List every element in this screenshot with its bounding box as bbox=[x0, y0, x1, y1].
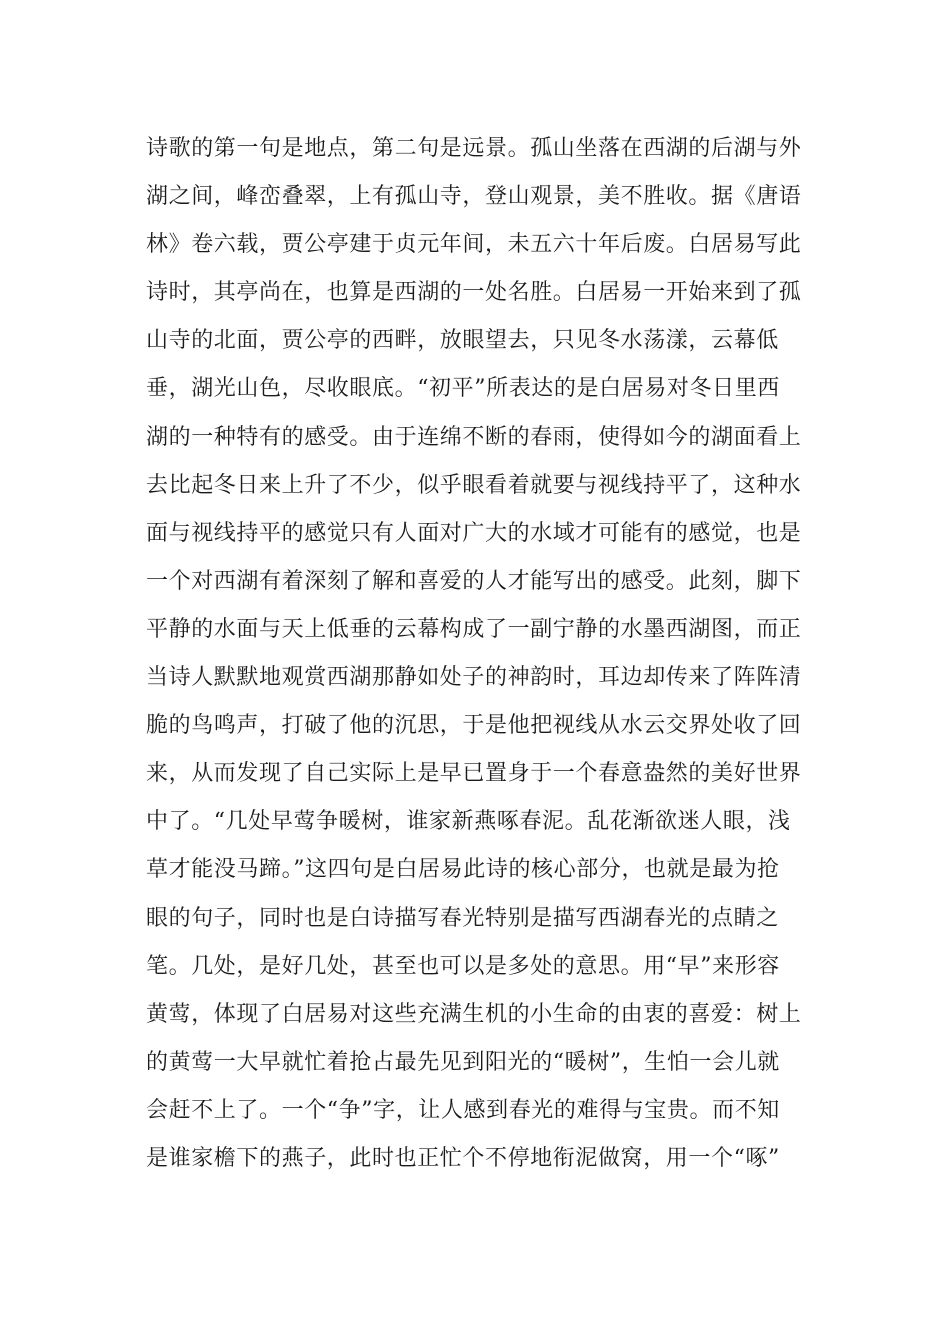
text-line: 山寺的北面，贾公亭的西畔，放眼望去，只见冬水荡漾，云幕低 bbox=[146, 328, 779, 354]
text-line: 湖的一种特有的感受。由于连绵不断的春雨，使得如今的湖面看上 bbox=[146, 424, 802, 450]
text-line: 眼的句子，同时也是白诗描写春光特别是描写西湖春光的点睛之 bbox=[146, 905, 779, 931]
text-line: 的黄莺一大早就忙着抢占最先见到阳光的“暖树”，生怕一会儿就 bbox=[146, 1049, 780, 1075]
text-line: 平静的水面与天上低垂的云幕构成了一副宁静的水墨西湖图，而正 bbox=[146, 616, 802, 642]
text-line: 去比起冬日来上升了不少，似乎眼看着就要与视线持平了，这种水 bbox=[146, 472, 802, 498]
text-line: 垂，湖光山色，尽收眼底。“初平”所表达的是白居易对冬日里西 bbox=[146, 376, 780, 402]
text-line: 草才能没马蹄。”这四句是白居易此诗的核心部分，也就是最为抢 bbox=[146, 857, 780, 883]
text-line: 诗时，其亭尚在，也算是西湖的一处名胜。白居易一开始来到了孤 bbox=[146, 280, 802, 306]
body-text bbox=[146, 125, 816, 1183]
text-line: 面与视线持平的感觉只有人面对广大的水域才可能有的感觉，也是 bbox=[146, 520, 802, 546]
text-line: 是谁家檐下的燕子，此时也正忙个不停地衔泥做窝，用一个“啄” bbox=[146, 1145, 780, 1171]
text-line: 诗歌的第一句是地点，第二句是远景。孤山坐落在西湖的后湖与外 bbox=[146, 136, 802, 161]
text-line: 当诗人默默地观赏西湖那静如处子的神韵时，耳边却传来了阵阵清 bbox=[146, 665, 802, 691]
text-line: 来，从而发现了自己实际上是早已置身于一个春意盎然的美好世界 bbox=[146, 761, 802, 787]
text-line: 一个对西湖有着深刻了解和喜爱的人才能写出的感受。此刻，脚下 bbox=[146, 568, 802, 594]
text-line: 林》卷六载，贾公亭建于贞元年间，未五六十年后废。白居易写此 bbox=[146, 232, 802, 258]
text-line: 笔。几处，是好几处，甚至也可以是多处的意思。用“早”来形容 bbox=[146, 953, 780, 979]
text-line: 湖之间，峰峦叠翠，上有孤山寺，登山观景，美不胜收。据《唐语 bbox=[146, 184, 802, 210]
text-line: 脆的鸟鸣声，打破了他的沉思，于是他把视线从水云交界处收了回 bbox=[146, 713, 802, 739]
text-line: 黄莺，体现了白居易对这些充满生机的小生命的由衷的喜爱：树上 bbox=[146, 1001, 802, 1027]
text-line: 会赶不上了。一个“争”字，让人感到春光的难得与宝贵。而不知 bbox=[146, 1097, 780, 1123]
text-line: 中了。“几处早莺争暖树，谁家新燕啄春泥。乱花渐欲迷人眼，浅 bbox=[146, 809, 791, 835]
